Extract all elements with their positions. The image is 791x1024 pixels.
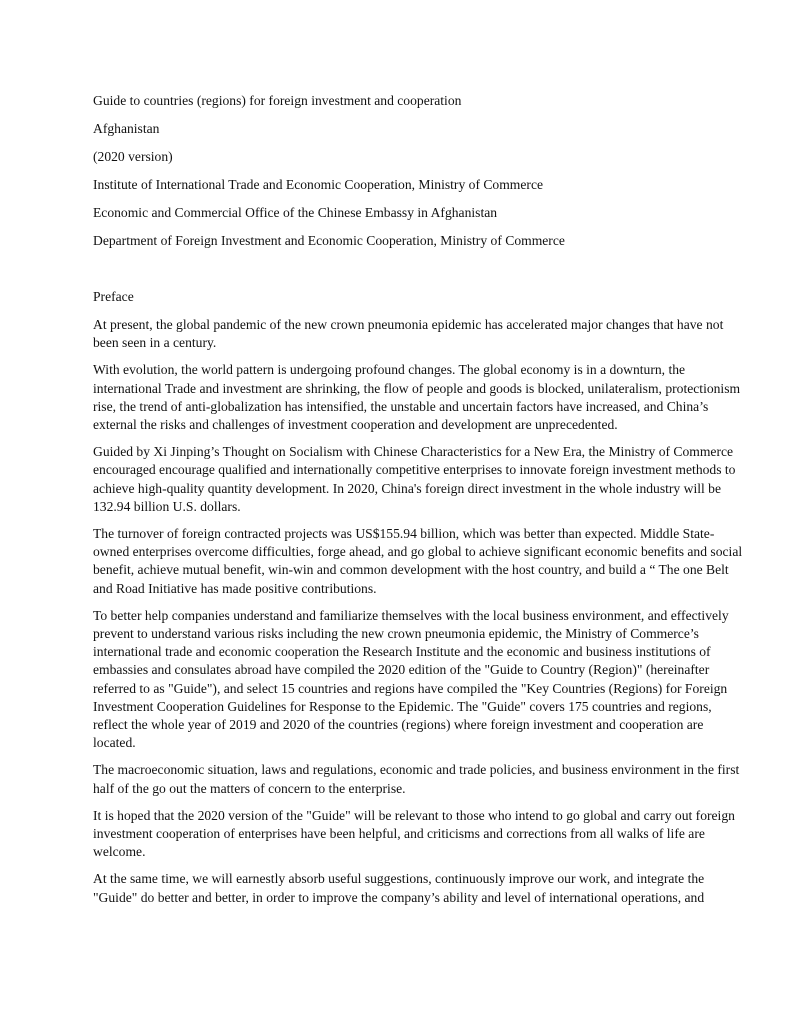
preface-paragraph: Guided by Xi Jinping’s Thought on Socialism with Chinese Characteristics for a New Era, the Ministry of Commerce encouraged encourage qualified and internationally competitive enterprises to innovate foreign investment methods to achieve high-quality quantity development. In 2020, China's foreign direct investment in the whole industry will be 132.94 billion U.S. dollars. <box>93 444 736 514</box>
preface-paragraph: At present, the global pandemic of the new crown pneumonia epidemic has accelerated major changes that have not been seen in a century. <box>93 317 724 351</box>
preface-paragraph: To better help companies understand and familiarize themselves with the local business environment, and effectively prevent to understand various risks including the new crown pneumonia epidemic, the Ministry of Commerce’s international trade and economic cooperation the Research Institute and the economic and business institutions of embassies and consulates abroad have compiled the 2020 edition of the "Guide to Country (Region)" (hereinafter referred to as "Guide"), and select 15 countries and regions have compiled the "Key Countries (Regions) for Foreign Investment Cooperation Guidelines for Response to the Epidemic. The "Guide" covers 175 countries and regions, reflect the whole year of 2019 and 2020 of the countries (regions) where foreign investment and cooperation are located. <box>93 607 729 751</box>
preface-paragraph: The turnover of foreign contracted projects was US$155.94 billion, which was better than expected. Middle State-owned enterprises overcome difficulties, forge ahead, and go global to achieve significant economic benefits and social benefit, achieve mutual benefit, win-win and common development with the host country, and build a “ The one Belt and Road Initiative has made positive contributions. <box>93 526 743 596</box>
preface-paragraph: At the same time, we will earnestly absorb useful suggestions, continuously improve our work, and integrate the "Guide" do better and better, in order to improve the company’s ability and level of international operations, and <box>93 871 705 905</box>
preface-paragraph: It is hoped that the 2020 version of the "Guide" will be relevant to those who intend to go global and carry out foreign investment cooperation of enterprises have been helpful, and criticisms and corrections from all walks of life are welcome. <box>93 807 735 860</box>
author-embassy-office: Economic and Commercial Office of the Chinese Embassy in Afghanistan <box>93 205 498 220</box>
preface-heading: Preface <box>93 289 134 304</box>
country-name: Afghanistan <box>93 121 160 136</box>
preface-paragraph: With evolution, the world pattern is undergoing profound changes. The global economy is in a downturn, the international Trade and investment are shrinking, the flow of people and goods is blocked, unilateralism, protectionism rise, the trend of anti-globalization has intensified, the unstable and uncertain factors have increased, and China’s external the risks and challenges of investment cooperation and development are unprecedented. <box>93 362 741 433</box>
author-institute: Institute of International Trade and Economic Cooperation, Ministry of Commerce <box>93 177 544 192</box>
document-title: Guide to countries (regions) for foreign investment and cooperation <box>93 93 462 108</box>
preface-body <box>93 316 748 916</box>
preface-paragraph: The macroeconomic situation, laws and regulations, economic and trade policies, and business environment in the first half of the go out the matters of concern to the enterprise. <box>93 762 740 796</box>
edition-label: (2020 version) <box>93 149 173 164</box>
author-department: Department of Foreign Investment and Economic Cooperation, Ministry of Commerce <box>93 233 565 248</box>
